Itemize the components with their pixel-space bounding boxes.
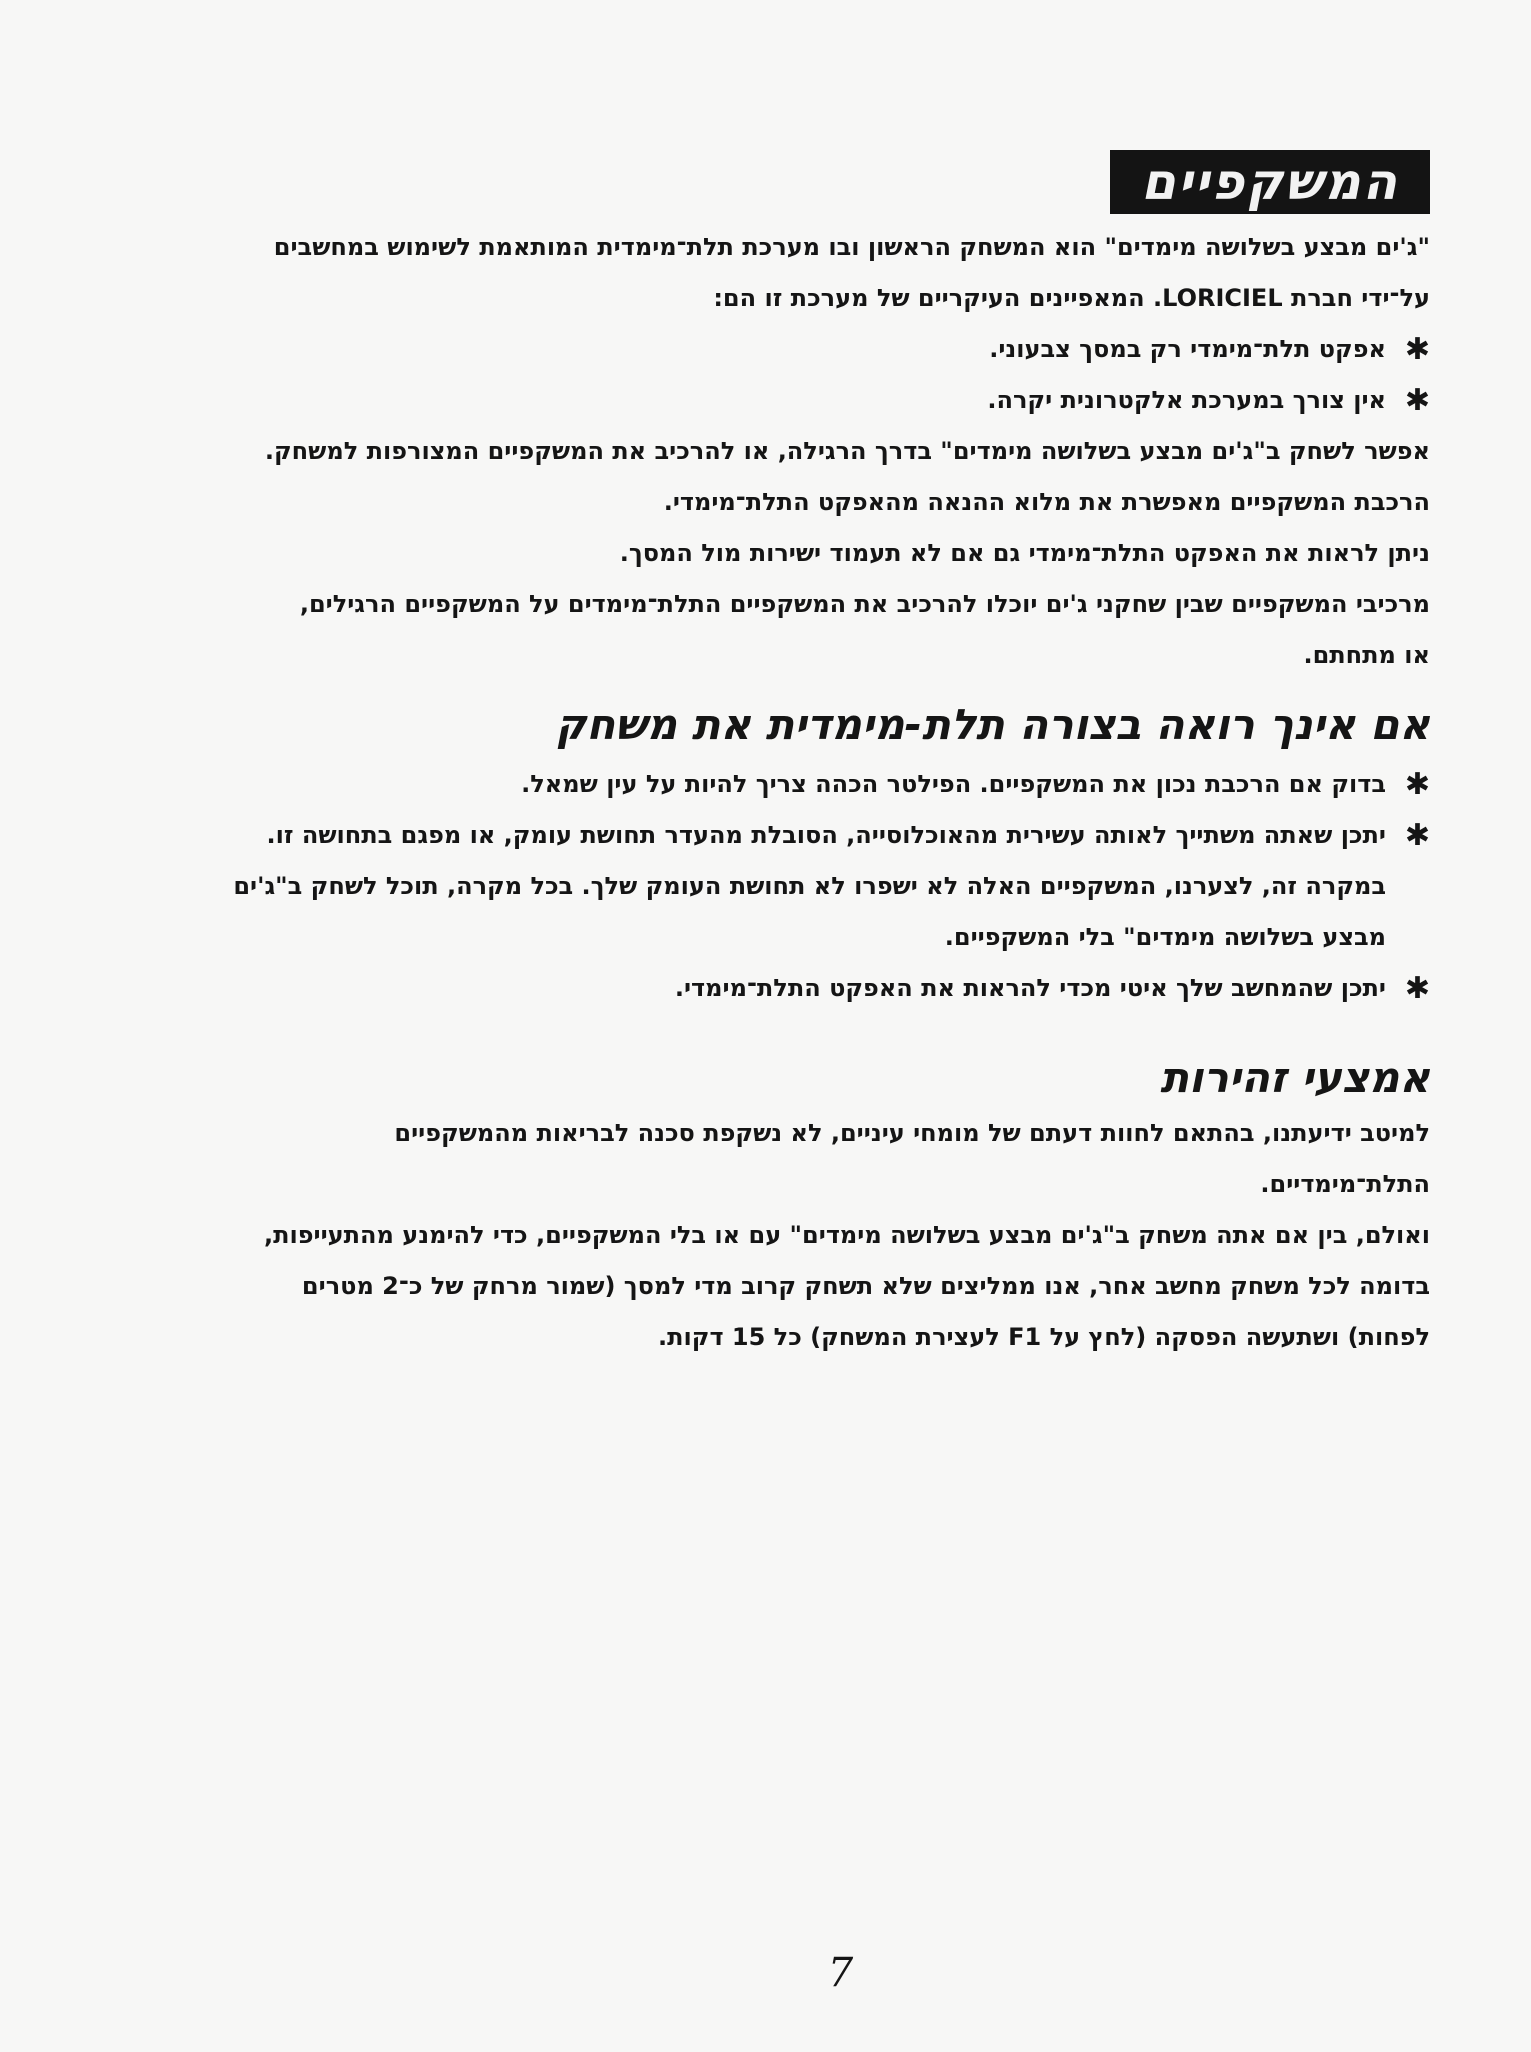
safety-line: ואולם, בין אם אתה משחק ב"ג'ים מבצע בשלושה מימדים" עם או בלי המשקפיים, כדי להימנע מהתעייפות, — [263, 1221, 1430, 1249]
intro-line-2: על־ידי חברת LORICIEL. המאפיינים העיקריים של מערכת זו הם: — [713, 284, 1430, 312]
asterisk-bullet-icon: ✱ — [1404, 383, 1430, 418]
feature-bullet — [140, 375, 1430, 426]
troubleshoot-bullet — [140, 759, 1430, 810]
manual-page — [140, 0, 1430, 2052]
asterisk-bullet-icon: ✱ — [1404, 332, 1430, 367]
troubleshoot-bullet-text: יתכן שאתה משתייך לאותה עשירית מהאוכלוסייה, הסובלת מהעדר תחושת עומק, או מפגם בתחושה זו. — [266, 821, 1386, 849]
usage-line-2: הרכבת המשקפיים מאפשרת את מלוא ההנאה מהאפקט התלת־מימדי. — [663, 488, 1430, 516]
troubleshoot-bullet-continuation: במקרה זה, לצערנו, המשקפיים האלה לא ישפרו לא תחושת העומק שלך. בכל מקרה, תוכל לשחק ב"ג'ים — [233, 872, 1386, 900]
usage-line-3: ניתן לראות את האפקט התלת־מימדי גם אם לא תעמוד ישירות מול המסך. — [619, 539, 1430, 567]
safety-section — [140, 1048, 1430, 1363]
troubleshoot-section — [140, 695, 1430, 1014]
asterisk-bullet-icon: ✱ — [1404, 818, 1430, 853]
usage-line-5: או מתחתם. — [1303, 641, 1430, 669]
asterisk-bullet-icon: ✱ — [1404, 767, 1430, 802]
feature-bullet — [140, 324, 1430, 375]
troubleshoot-heading: אם אינך רואה בצורה תלת-מימדית את משחק — [555, 700, 1430, 749]
troubleshoot-bullet-text: יתכן שהמחשב שלך איטי מכדי להראות את האפקט התלת־מימדי. — [674, 974, 1386, 1002]
usage-line-1: אפשר לשחק ב"ג'ים מבצע בשלושה מימדים" בדרך הרגילה, או להרכיב את המשקפיים המצורפות למשחק. — [264, 437, 1430, 465]
glasses-title: המשקפיים — [1110, 150, 1430, 214]
safety-line: בדומה לכל משחק מחשב אחר, אנו ממליצים שלא תשחק קרוב מדי למסך (שמור מרחק של כ־2 מטרים — [301, 1272, 1430, 1300]
asterisk-bullet-icon: ✱ — [1404, 971, 1430, 1006]
safety-line: התלת־מימדיים. — [1260, 1170, 1430, 1198]
troubleshoot-bullet — [140, 810, 1430, 861]
troubleshoot-bullet-continuation: מבצע בשלושה מימדים" בלי המשקפיים. — [944, 923, 1386, 951]
intro-line-1: "ג'ים מבצע בשלושה מימדים" הוא המשחק הראשון ובו מערכת תלת־מימדית המותאמת לשימוש במחשבים — [273, 233, 1430, 261]
feature-bullet-text: אפקט תלת־מימדי רק במסך צבעוני. — [989, 335, 1386, 363]
glasses-section — [140, 222, 1430, 681]
troubleshoot-bullet — [140, 963, 1430, 1014]
feature-bullet-text: אין צורך במערכת אלקטרונית יקרה. — [987, 386, 1386, 414]
safety-line: לפחות) ושתעשה הפסקה (לחץ על F1 לעצירת המשחק) כל 15 דקות. — [658, 1323, 1430, 1351]
usage-line-4: מרכיבי המשקפיים שבין שחקני ג'ים יוכלו להרכיב את המשקפיים התלת־מימדים על המשקפיים הרגילים, — [299, 590, 1430, 618]
troubleshoot-bullet-text: בדוק אם הרכבת נכון את המשקפיים. הפילטר הכהה צריך להיות על עין שמאל. — [521, 770, 1386, 798]
page-number: 7 — [827, 1950, 854, 1996]
safety-heading: אמצעי זהירות — [1160, 1053, 1430, 1102]
safety-line: למיטב ידיעתנו, בהתאם לחוות דעתם של מומחי עיניים, לא נשקפת סכנה לבריאות מהמשקפיים — [394, 1119, 1430, 1147]
